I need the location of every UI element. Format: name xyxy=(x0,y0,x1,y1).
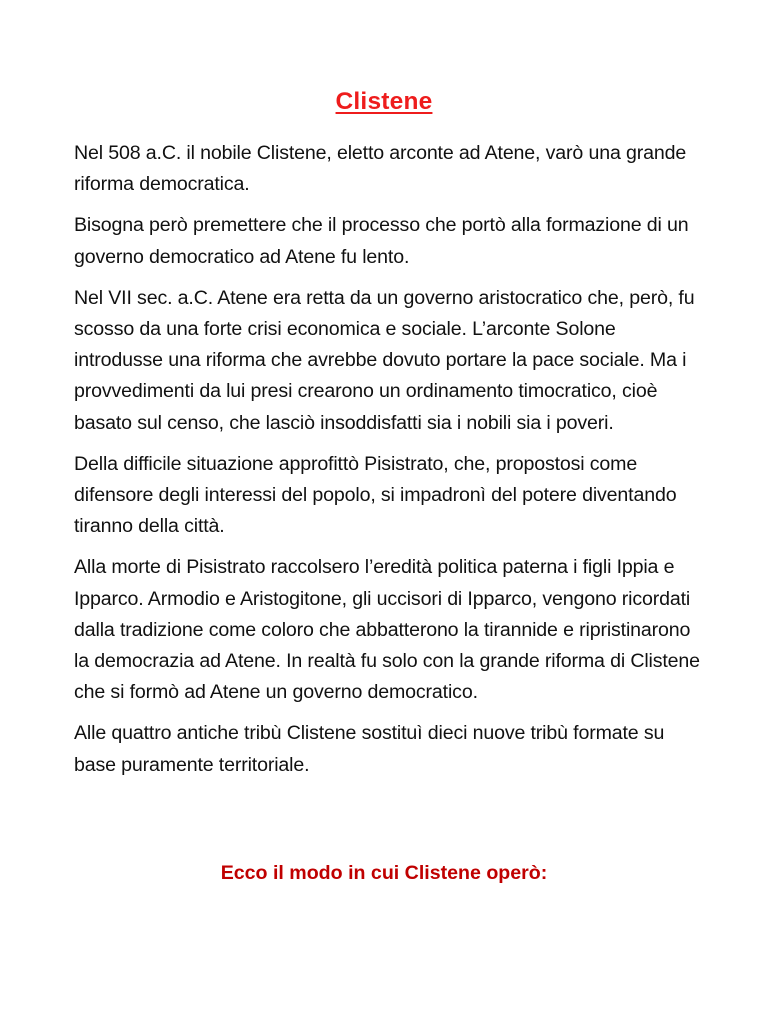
document-title: Clistene xyxy=(335,88,433,115)
paragraph-pisistratus: Della difficile situazione approfittò Pisistrato, che, propostosi come difensore degli interessi del popolo, si impadronì del potere diventando tiranno della città. xyxy=(74,452,677,538)
closing-heading: Ecco il modo in cui Clistene operò: xyxy=(220,862,548,884)
document-body xyxy=(74,138,700,791)
paragraph-premise: Bisogna però premettere che il processo che portò alla formazione di un governo democratico ad Atene fu lento. xyxy=(74,214,689,268)
paragraph-tribes: Alle quattro antiche tribù Clistene sostituì dieci nuove tribù formate su base puramente territoriale. xyxy=(74,722,665,776)
paragraph-intro: Nel 508 a.C. il nobile Clistene, eletto arconte ad Atene, varò una grande riforma democratica. xyxy=(74,142,687,196)
paragraph-succession: Alla morte di Pisistrato raccolsero l’eredità politica paterna i figli Ippia e Ipparco. Armodio e Aristogitone, gli uccisori di Ipparco, vengono ricordati dalla tradizione come coloro che abbatterono la tirannide e ripristinarono la democrazia ad Atene. In realtà fu solo con la grande riforma di Clistene che si formò ad Atene un governo democratico. xyxy=(74,556,700,704)
paragraph-seventh-century: Nel VII sec. a.C. Atene era retta da un governo aristocratico che, però, fu scosso da una forte crisi economica e sociale. L’arconte Solone introdusse una riforma che avrebbe dovuto portare la pace sociale. Ma i provvedimenti da lui presi crearono un ordinamento timocratico, cioè basato sul censo, che lasciò insoddisfatti sia i nobili sia i poveri. xyxy=(74,286,695,434)
